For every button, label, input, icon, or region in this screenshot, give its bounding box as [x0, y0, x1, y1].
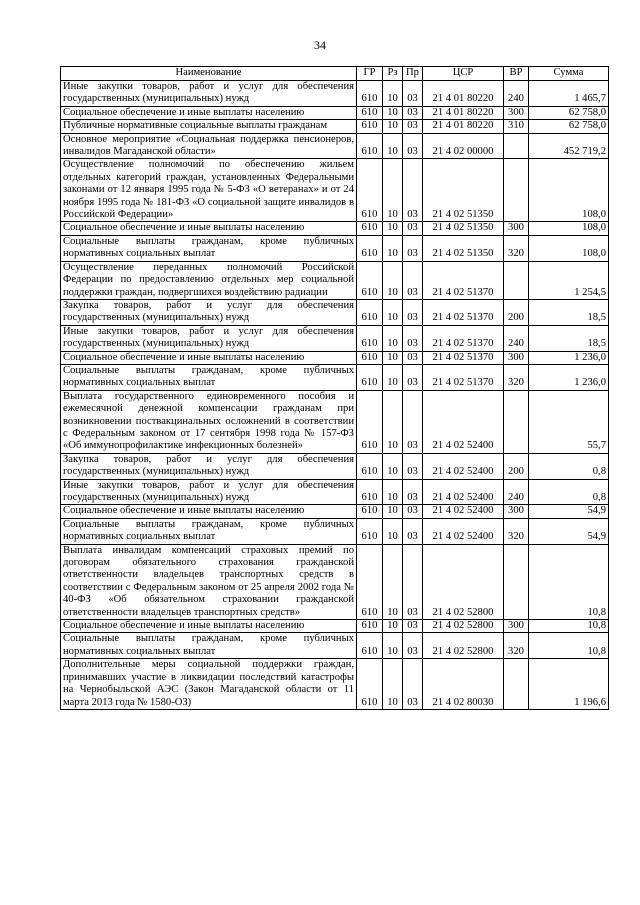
pr-cell: 03 — [403, 106, 423, 119]
budget-table — [60, 66, 609, 710]
header-vr: ВР — [504, 67, 529, 81]
csr-cell: 21 4 02 51370 — [423, 299, 504, 325]
rz-cell: 10 — [383, 133, 403, 159]
sum-cell: 10,8 — [529, 620, 609, 633]
sum-cell: 0,8 — [529, 453, 609, 479]
vr-cell: 200 — [504, 453, 529, 479]
rz-cell: 10 — [383, 518, 403, 544]
vr-cell: 240 — [504, 81, 529, 107]
csr-cell: 21 4 02 52800 — [423, 544, 504, 619]
sum-cell: 54,9 — [529, 518, 609, 544]
gr-cell: 610 — [357, 453, 383, 479]
table-row — [61, 133, 609, 159]
sum-cell: 62 758,0 — [529, 120, 609, 133]
rz-cell: 10 — [383, 390, 403, 453]
table-row — [61, 351, 609, 364]
rz-cell: 10 — [383, 620, 403, 633]
csr-cell: 21 4 02 52400 — [423, 390, 504, 453]
sum-cell: 108,0 — [529, 159, 609, 222]
sum-cell: 18,5 — [529, 325, 609, 351]
vr-cell: 320 — [504, 518, 529, 544]
vr-cell: 300 — [504, 620, 529, 633]
rz-cell: 10 — [383, 544, 403, 619]
csr-cell: 21 4 01 80220 — [423, 120, 504, 133]
gr-cell: 610 — [357, 659, 383, 710]
rz-cell: 10 — [383, 222, 403, 235]
rz-cell: 10 — [383, 351, 403, 364]
table-row — [61, 518, 609, 544]
pr-cell: 03 — [403, 325, 423, 351]
name-cell: Выплата инвалидам компенсаций страховых премий по договорам обязательного страхования гражданской ответственности владельцев транспортных средств в соответствии с Федеральным законом от 25 апреля 2002 года № 40-ФЗ «Об обязательном страховании гражданской ответственности владельцев транспортных средств» — [61, 544, 357, 619]
gr-cell: 610 — [357, 351, 383, 364]
name-cell: Иные закупки товаров, работ и услуг для обеспечения государственных (муниципальных) нужд — [61, 325, 357, 351]
gr-cell: 610 — [357, 518, 383, 544]
rz-cell: 10 — [383, 159, 403, 222]
name-cell: Иные закупки товаров, работ и услуг для обеспечения государственных (муниципальных) нужд — [61, 479, 357, 505]
pr-cell: 03 — [403, 453, 423, 479]
rz-cell: 10 — [383, 325, 403, 351]
name-cell: Выплата государственного единовременного пособия и ежемесячной денежной компенсации гражданам при возникновении поствакцинальных осложнений в соответствии с Федеральным законом от 17 сентября 1998 года № 157-ФЗ «Об иммунопрофилактике инфекционных болезней» — [61, 390, 357, 453]
sum-cell: 108,0 — [529, 235, 609, 261]
vr-cell — [504, 159, 529, 222]
sum-cell: 54,9 — [529, 505, 609, 518]
table-row — [61, 479, 609, 505]
gr-cell: 610 — [357, 299, 383, 325]
name-cell: Социальное обеспечение и иные выплаты населению — [61, 505, 357, 518]
sum-cell: 1 196,6 — [529, 659, 609, 710]
name-cell: Основное мероприятие «Социальная поддержка пенсионеров, инвалидов Магаданской области» — [61, 133, 357, 159]
name-cell: Публичные нормативные социальные выплаты гражданам — [61, 120, 357, 133]
sum-cell: 1 465,7 — [529, 81, 609, 107]
header-sum: Сумма — [529, 67, 609, 81]
csr-cell: 21 4 02 51370 — [423, 351, 504, 364]
csr-cell: 21 4 02 51350 — [423, 222, 504, 235]
table-row — [61, 620, 609, 633]
name-cell: Социальные выплаты гражданам, кроме публичных нормативных социальных выплат — [61, 633, 357, 659]
vr-cell — [504, 544, 529, 619]
pr-cell: 03 — [403, 518, 423, 544]
name-cell: Дополнительные меры социальной поддержки граждан, принимавших участие в ликвидации последствий катастрофы на Чернобыльской АЭС (Закон Магаданской области от 11 марта 2013 года № 1580-ОЗ) — [61, 659, 357, 710]
pr-cell: 03 — [403, 633, 423, 659]
gr-cell: 610 — [357, 325, 383, 351]
name-cell: Социальное обеспечение и иные выплаты населению — [61, 106, 357, 119]
vr-cell — [504, 659, 529, 710]
table-row — [61, 235, 609, 261]
gr-cell: 610 — [357, 159, 383, 222]
vr-cell: 300 — [504, 106, 529, 119]
rz-cell: 10 — [383, 364, 403, 390]
pr-cell: 03 — [403, 390, 423, 453]
vr-cell — [504, 133, 529, 159]
pr-cell: 03 — [403, 222, 423, 235]
csr-cell: 21 4 02 52400 — [423, 518, 504, 544]
pr-cell: 03 — [403, 299, 423, 325]
pr-cell: 03 — [403, 235, 423, 261]
csr-cell: 21 4 02 51370 — [423, 325, 504, 351]
csr-cell: 21 4 02 51370 — [423, 261, 504, 299]
csr-cell: 21 4 02 51370 — [423, 364, 504, 390]
gr-cell: 610 — [357, 235, 383, 261]
vr-cell: 320 — [504, 633, 529, 659]
name-cell: Осуществление переданных полномочий Российской Федерации по предоставлению отдельных мер социальной поддержки граждан, подвергшихся воздействию радиации — [61, 261, 357, 299]
sum-cell: 1 236,0 — [529, 351, 609, 364]
rz-cell: 10 — [383, 633, 403, 659]
table-row — [61, 159, 609, 222]
gr-cell: 610 — [357, 505, 383, 518]
csr-cell: 21 4 02 52400 — [423, 505, 504, 518]
table-body — [61, 81, 609, 710]
table-row — [61, 222, 609, 235]
csr-cell: 21 4 01 80220 — [423, 106, 504, 119]
name-cell: Осуществление полномочий по обеспечению жильем отдельных категорий граждан, установленных Федеральными законами от 12 января 1995 года № 5-ФЗ «О ветеранах» и от 24 ноября 1995 года № 181-ФЗ «О социальной защите инвалидов в Российской Федерации» — [61, 159, 357, 222]
gr-cell: 610 — [357, 544, 383, 619]
table-row — [61, 261, 609, 299]
gr-cell: 610 — [357, 222, 383, 235]
name-cell: Социальное обеспечение и иные выплаты населению — [61, 222, 357, 235]
sum-cell: 0,8 — [529, 479, 609, 505]
csr-cell: 21 4 02 00000 — [423, 133, 504, 159]
sum-cell: 10,8 — [529, 633, 609, 659]
header-rz: Рз — [383, 67, 403, 81]
table-row — [61, 120, 609, 133]
pr-cell: 03 — [403, 81, 423, 107]
name-cell: Социальные выплаты гражданам, кроме публичных нормативных социальных выплат — [61, 364, 357, 390]
sum-cell: 1 236,0 — [529, 364, 609, 390]
gr-cell: 610 — [357, 133, 383, 159]
page-number: 34 — [314, 38, 326, 52]
vr-cell: 300 — [504, 505, 529, 518]
rz-cell: 10 — [383, 120, 403, 133]
rz-cell: 10 — [383, 106, 403, 119]
csr-cell: 21 4 02 80030 — [423, 659, 504, 710]
table-row — [61, 325, 609, 351]
vr-cell: 300 — [504, 351, 529, 364]
table-row — [61, 633, 609, 659]
sum-cell: 18,5 — [529, 299, 609, 325]
rz-cell: 10 — [383, 505, 403, 518]
pr-cell: 03 — [403, 620, 423, 633]
vr-cell: 240 — [504, 325, 529, 351]
table-row — [61, 544, 609, 619]
csr-cell: 21 4 02 52400 — [423, 453, 504, 479]
table-row — [61, 453, 609, 479]
table-row — [61, 106, 609, 119]
sum-cell: 62 758,0 — [529, 106, 609, 119]
rz-cell: 10 — [383, 261, 403, 299]
table-row — [61, 659, 609, 710]
gr-cell: 610 — [357, 106, 383, 119]
vr-cell: 240 — [504, 479, 529, 505]
name-cell: Социальное обеспечение и иные выплаты населению — [61, 351, 357, 364]
header-name: Наименование — [61, 67, 357, 81]
name-cell: Социальные выплаты гражданам, кроме публичных нормативных социальных выплат — [61, 518, 357, 544]
pr-cell: 03 — [403, 133, 423, 159]
csr-cell: 21 4 02 51350 — [423, 159, 504, 222]
rz-cell: 10 — [383, 479, 403, 505]
gr-cell: 610 — [357, 120, 383, 133]
pr-cell: 03 — [403, 659, 423, 710]
sum-cell: 108,0 — [529, 222, 609, 235]
sum-cell: 1 254,5 — [529, 261, 609, 299]
name-cell: Закупка товаров, работ и услуг для обеспечения государственных (муниципальных) нужд — [61, 453, 357, 479]
gr-cell: 610 — [357, 261, 383, 299]
rz-cell: 10 — [383, 453, 403, 479]
pr-cell: 03 — [403, 479, 423, 505]
gr-cell: 610 — [357, 364, 383, 390]
sum-cell: 10,8 — [529, 544, 609, 619]
gr-cell: 610 — [357, 81, 383, 107]
gr-cell: 610 — [357, 620, 383, 633]
header-pr: Пр — [403, 67, 423, 81]
vr-cell: 300 — [504, 222, 529, 235]
sum-cell: 452 719,2 — [529, 133, 609, 159]
rz-cell: 10 — [383, 659, 403, 710]
rz-cell: 10 — [383, 81, 403, 107]
table-row — [61, 364, 609, 390]
gr-cell: 610 — [357, 390, 383, 453]
gr-cell: 610 — [357, 479, 383, 505]
header-csr: ЦСР — [423, 67, 504, 81]
vr-cell: 200 — [504, 299, 529, 325]
pr-cell: 03 — [403, 261, 423, 299]
pr-cell: 03 — [403, 120, 423, 133]
table-row — [61, 299, 609, 325]
pr-cell: 03 — [403, 159, 423, 222]
table-row — [61, 505, 609, 518]
csr-cell: 21 4 02 52800 — [423, 633, 504, 659]
csr-cell: 21 4 02 51350 — [423, 235, 504, 261]
name-cell: Закупка товаров, работ и услуг для обеспечения государственных (муниципальных) нужд — [61, 299, 357, 325]
vr-cell — [504, 261, 529, 299]
header-gr: ГР — [357, 67, 383, 81]
table-row — [61, 390, 609, 453]
gr-cell: 610 — [357, 633, 383, 659]
pr-cell: 03 — [403, 505, 423, 518]
name-cell: Социальные выплаты гражданам, кроме публичных нормативных социальных выплат — [61, 235, 357, 261]
name-cell: Социальное обеспечение и иные выплаты населению — [61, 620, 357, 633]
rz-cell: 10 — [383, 235, 403, 261]
name-cell: Иные закупки товаров, работ и услуг для обеспечения государственных (муниципальных) нужд — [61, 81, 357, 107]
csr-cell: 21 4 02 52800 — [423, 620, 504, 633]
pr-cell: 03 — [403, 364, 423, 390]
vr-cell: 320 — [504, 235, 529, 261]
rz-cell: 10 — [383, 299, 403, 325]
vr-cell: 320 — [504, 364, 529, 390]
csr-cell: 21 4 01 80220 — [423, 81, 504, 107]
csr-cell: 21 4 02 52400 — [423, 479, 504, 505]
sum-cell: 55,7 — [529, 390, 609, 453]
pr-cell: 03 — [403, 544, 423, 619]
table-header-row — [61, 67, 609, 81]
vr-cell: 310 — [504, 120, 529, 133]
vr-cell — [504, 390, 529, 453]
table-row — [61, 81, 609, 107]
pr-cell: 03 — [403, 351, 423, 364]
